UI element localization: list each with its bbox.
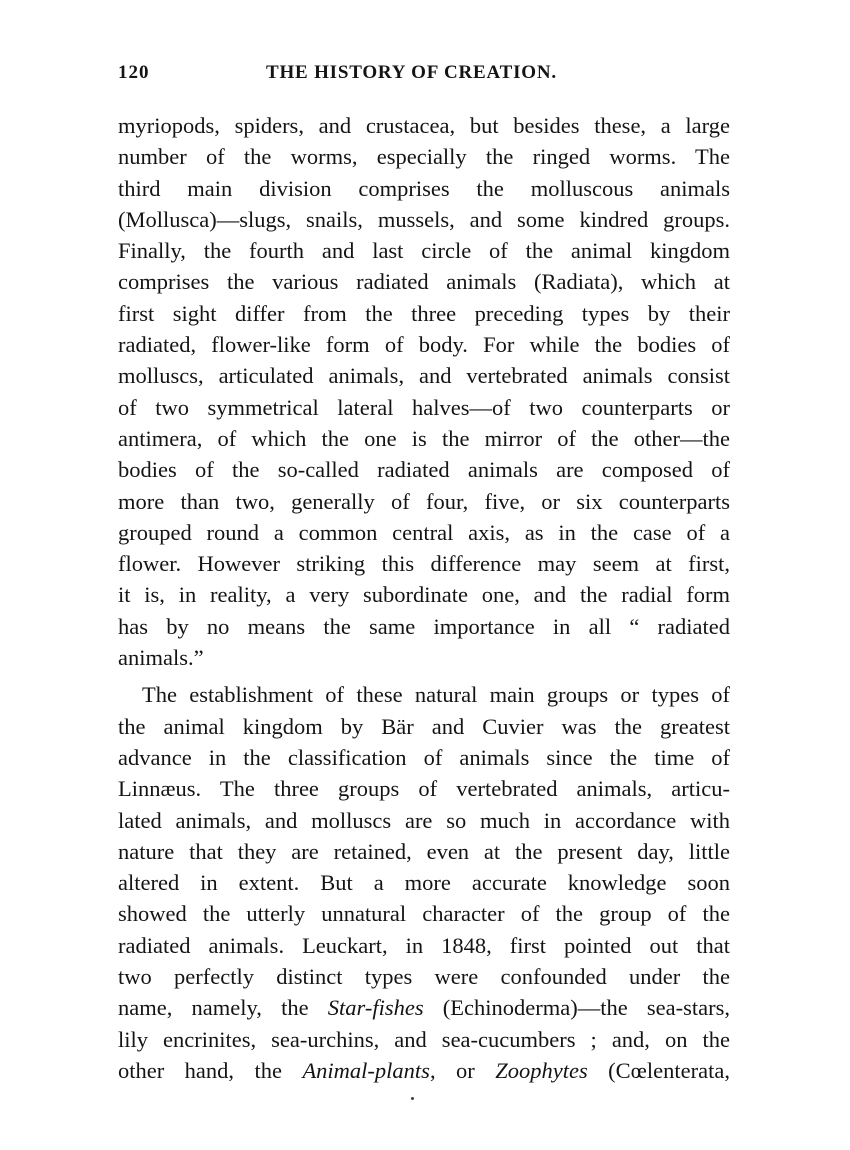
text-line: advance in the classification of animals since the time of: [118, 744, 730, 770]
text-line: nature that they are retained, even at the present day, little: [118, 838, 730, 864]
print-mark: [411, 1097, 414, 1100]
text-line: altered in extent. But a more accurate knowledge soon: [118, 870, 730, 896]
text-line: has by no means the same importance in all “ radiated: [118, 613, 730, 639]
text-line: The establishment of these natural main groups or types of: [142, 682, 730, 708]
text-line: Finally, the fourth and last circle of the animal kingdom: [118, 238, 730, 264]
text-line: the animal kingdom by Bär and Cuvier was the greatest: [118, 713, 730, 739]
text-line: bodies of the so-called radiated animals are composed of: [118, 457, 730, 483]
running-title: THE HISTORY OF CREATION.: [266, 62, 557, 83]
text-line: molluscs, articulated animals, and vertebrated animals consist: [118, 363, 730, 389]
text-line: radiated, flower-like form of body. For while the bodies of: [118, 332, 730, 358]
text-line: two perfectly distinct types were confounded under the: [118, 964, 730, 990]
text-line: lily encrinites, sea-urchins, and sea-cucumbers ; and, on the: [118, 1026, 730, 1052]
text-line: radiated animals. Leuckart, in 1848, first pointed out that: [118, 932, 730, 958]
text-line: antimera, of which the one is the mirror of the other—the: [118, 425, 730, 451]
text-line: grouped round a common central axis, as in the case of a: [118, 519, 730, 545]
page-number: 120: [118, 62, 150, 83]
text-line: other hand, the Animal-plants, or Zoophytes (Cœlenterata,: [118, 1057, 730, 1083]
text-line: name, namely, the Star-fishes (Echinoderma)—the sea-stars,: [118, 995, 730, 1021]
text-line: Linnæus. The three groups of vertebrated animals, articu-: [118, 776, 730, 802]
text-line: number of the worms, especially the ringed worms. The: [118, 144, 730, 170]
text-line: more than two, generally of four, five, or six counterparts: [118, 488, 730, 514]
text-line: animals.”: [118, 645, 204, 671]
text-line: comprises the various radiated animals (Radiata), which at: [118, 269, 730, 295]
text-line: lated animals, and molluscs are so much in accordance with: [118, 807, 730, 833]
text-line: it is, in reality, a very subordinate one, and the radial form: [118, 582, 730, 608]
text-line: third main division comprises the molluscous animals: [118, 175, 730, 201]
text-line: (Mollusca)—slugs, snails, mussels, and some kindred groups.: [118, 206, 730, 232]
text-line: first sight differ from the three preceding types by their: [118, 300, 730, 326]
text-line: myriopods, spiders, and crustacea, but besides these, a large: [118, 113, 730, 138]
running-header: [118, 62, 730, 88]
text-line: flower. However striking this difference may seem at first,: [118, 551, 730, 577]
text-line: showed the utterly unnatural character of the group of the: [118, 901, 730, 927]
body-text: [118, 110, 730, 1086]
text-line: of two symmetrical lateral halves—of two counterparts or: [118, 394, 730, 420]
